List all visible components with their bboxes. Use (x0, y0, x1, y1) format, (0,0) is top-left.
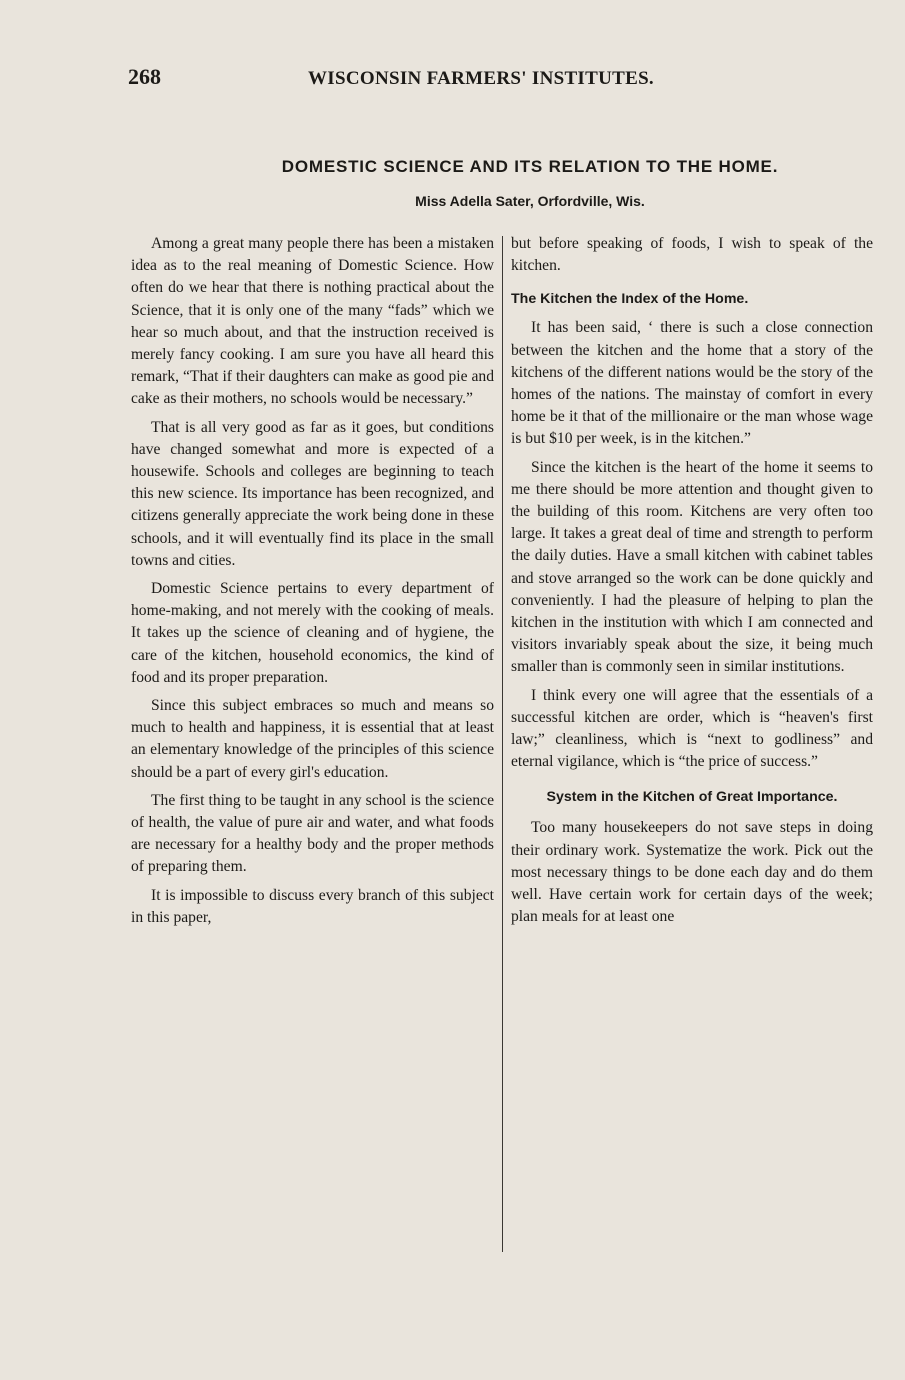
page-number: 268 (128, 64, 161, 89)
paragraph: I think every one will agree that the essentials of a successful kitchen are order, which is “heaven's first law;” cleanliness, which is “next to godliness” and eternal vigilance, which is “the price of success.” (511, 686, 873, 771)
paragraph: It is impossible to discuss every branch of this subject in this paper, (131, 886, 494, 926)
page-header (128, 64, 888, 100)
column-divider (502, 236, 503, 1252)
paragraph: Too many housekeepers do not save steps in doing their ordinary work. Systematize the work. Pick out the most necessary things to be done each day and do them well. Have certain work for certain days of the week; plan meals for at least one (511, 819, 873, 926)
left-column (131, 233, 494, 935)
running-head: WISCONSIN FARMERS' INSTITUTES. (308, 68, 654, 89)
article-author: Miss Adella Sater, Orfordville, Wis. (415, 193, 645, 209)
article-title: DOMESTIC SCIENCE AND ITS RELATION TO THE HOME. (281, 157, 779, 176)
paragraph: but before speaking of foods, I wish to speak of the kitchen. (511, 235, 873, 275)
right-column (511, 233, 873, 934)
paragraph: Since the kitchen is the heart of the home it seems to me there should be more attention and thought given to the building of this room. Kitchens are very often too large. It takes a great deal of time and strength to perform the daily duties. Have a small kitchen with cabinet tables and stove arranged so the work can be done quickly and conveniently. I had the pleasure of helping to plan the kitchen in the institution with which I am connected and visitors invariably speak about the size, it being much smaller than is commonly seen in similar institutions. (511, 458, 873, 676)
section-heading: System in the Kitchen of Great Importance. (546, 789, 838, 806)
paragraph: Among a great many people there has been a mistaken idea as to the real meaning of Domestic Science. How often do we hear that there is nothing practical about the Science, that it is only one of the many “fads” which we hear so much about, and that the instruction received is merely fancy cooking. I am sure you have all heard this remark, “That if their daughters can make as good pie and cake as their mothers, no schools would be necessary.” (131, 235, 494, 408)
paragraph: Domestic Science pertains to every department of home-making, and not merely with the cooking of meals. It takes up the science of cleaning and of hygiene, the care of the kitchen, household economics, the kind of food and its proper preparation. (131, 580, 494, 686)
paragraph: Since this subject embraces so much and means so much to health and happiness, it is essential that at least an elementary knowledge of the principles of this science should be a part of every girl's education. (131, 697, 494, 781)
paragraph: It has been said, ‘ there is such a close connection between the kitchen and the home that a story of the kitchens of the different nations would be the story of the homes of the nations. The mainstay of comfort in every home be it that of the millionaire or the man whose wage is but $10 per week, is in the kitchen.” (511, 319, 873, 448)
section-heading: The Kitchen the Index of the Home. (511, 291, 749, 308)
paragraph: The first thing to be taught in any school is the science of health, the value of pure air and water, and what foods are necessary for a healthy body and the proper methods of preparing them. (131, 791, 494, 876)
paragraph: That is all very good as far as it goes, but conditions have changed somewhat and more is expected of a housewife. Schools and colleges are beginning to teach this new science. Its importance has been recognized, and citizens generally appreciate the work being done in these schools, and it will eventually find its place in the small towns and cities. (131, 418, 494, 569)
